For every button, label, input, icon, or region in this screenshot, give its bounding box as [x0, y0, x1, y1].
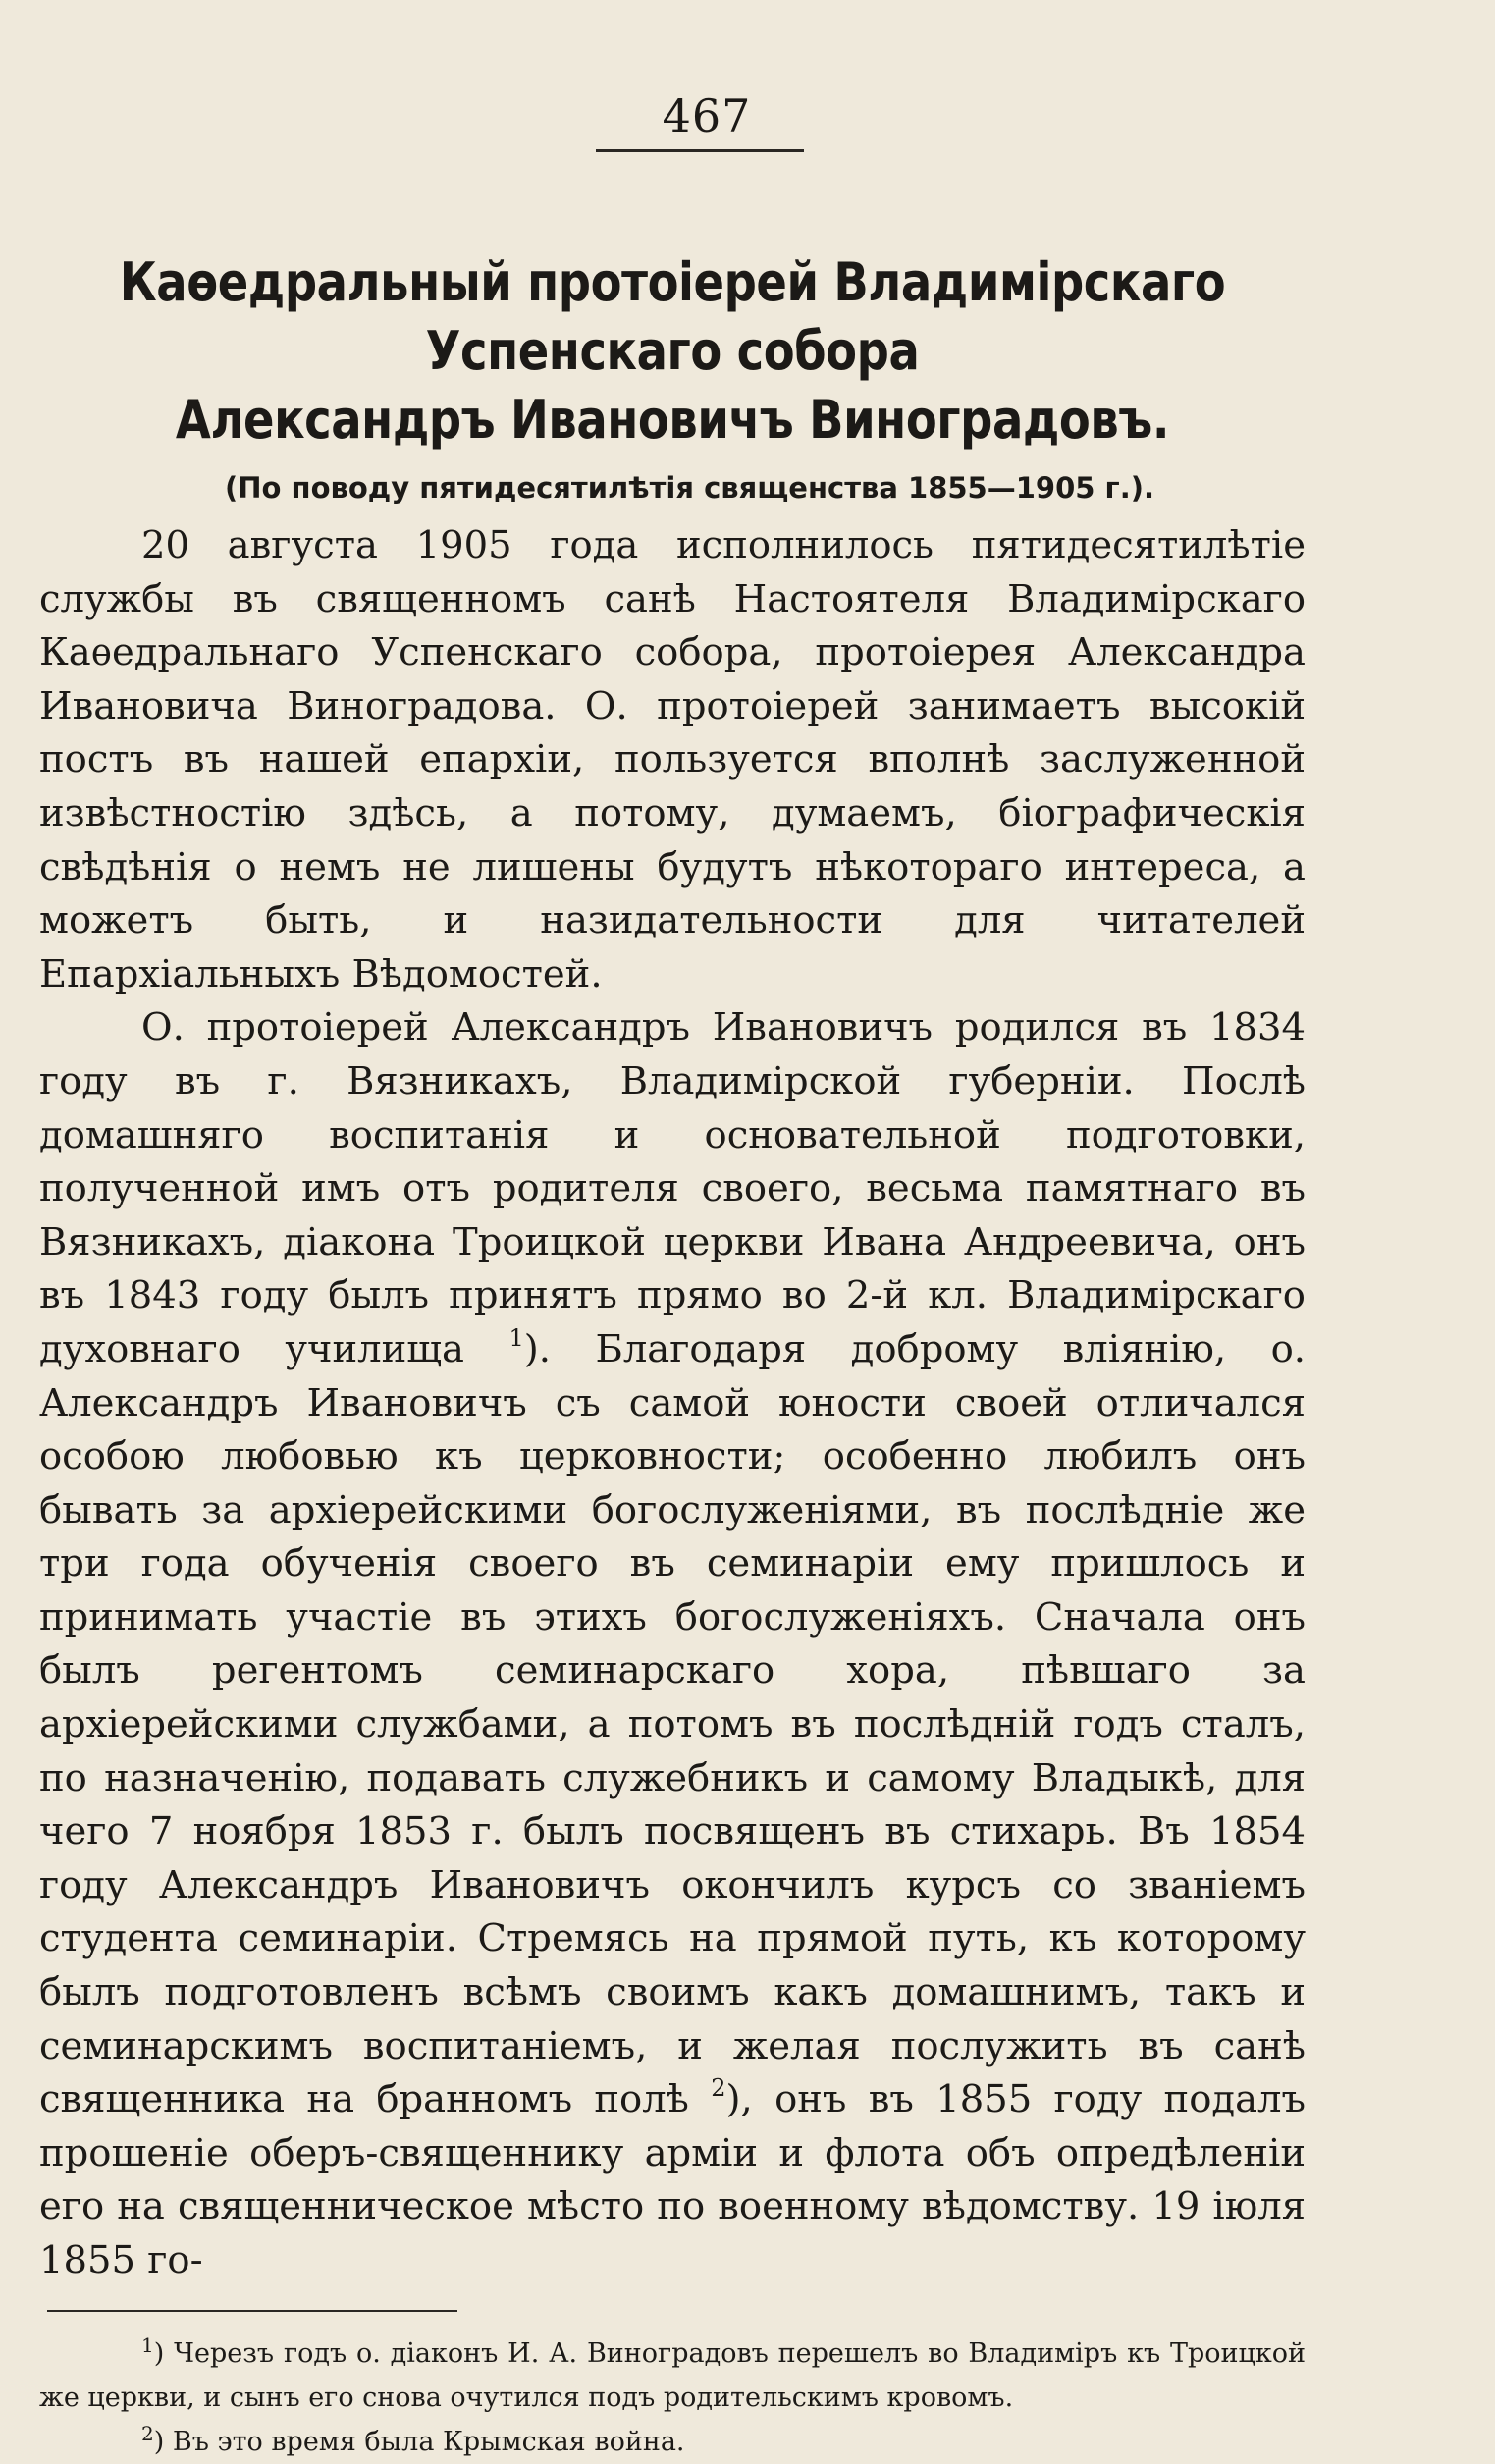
- article-title: [39, 248, 1306, 455]
- footnote-2-mark: 2: [141, 2421, 154, 2445]
- paragraph-2-part-2: ). Благодаря доброму вліянію, о. Александръ Ивановичъ съ самой юности своей отличался особою любовью къ церковности; особенно любилъ онъ бывать за архіерейскими богослуженіями, въ послѣдніе же три года обученія своего въ семинаріи ему пришлось и принимать участіе въ этихъ богослуженіяхъ. Сначала онъ былъ регентомъ семинарскаго хора, пѣвшаго за архіерейскими службами, а потомъ въ послѣдній годъ сталъ, по назначенію, подавать служебникъ и самому Владыкѣ, для чего 7 ноября 1853 г. былъ посвященъ въ стихарь. Въ 1854 году Александръ Ивановичъ окончилъ курсъ со званіемъ студента семинаріи. Стремясь на прямой путь, къ которому былъ подготовленъ всѣмъ своимъ какъ домашнимъ, такъ и семинарскимъ воспитаніемъ, и желая послужить въ санѣ священника на бранномъ полѣ: [39, 1326, 1306, 2122]
- footnote-1: [39, 2331, 1306, 2420]
- footnote-rule: [47, 2310, 457, 2312]
- article-subtitle: (По поводу пятидесятилѣтія священства 1855—1905 г.).: [225, 471, 1154, 505]
- title-line-2: Александръ Ивановичъ Виноградовъ.: [175, 389, 1170, 451]
- title-line-1: Каѳедральный протоіерей Владимірскаго Успенскаго собора: [119, 251, 1226, 382]
- footnote-1-text: ) Черезъ годъ о. діаконъ И. А. Виноградовъ перешелъ во Владиміръ къ Троицкой же церкви, и сынъ его снова очутился подъ родительскимъ кровомъ.: [39, 2337, 1306, 2413]
- footnote-1-mark: 1: [141, 2332, 154, 2357]
- page-number-rule: [596, 149, 804, 152]
- footnotes: [39, 2331, 1306, 2464]
- paragraph-2: [39, 1001, 1306, 2287]
- paragraph-1: 20 августа 1905 года исполнилось пятидесятилѣтіе службы въ священномъ санѣ Настоятеля Владимірскаго Каѳедральнаго Успенскаго собора, протоіерея Александра Ивановича Виноградова. О. протоіерей занимаетъ высокій постъ въ нашей епархіи, пользуется вполнѣ заслуженной извѣстностію здѣсь, а потому, думаемъ, біографическія свѣдѣнія о немъ не лишены будутъ нѣкотораго интереса, а можетъ быть, и назидательности для читателей Епархіальныхъ Вѣдомостей.: [39, 523, 1306, 996]
- page-number: 467: [662, 89, 752, 142]
- footnote-2-text: ) Въ это время была Крымская война.: [153, 2426, 685, 2457]
- footnote-ref-1: 1: [508, 1323, 524, 1352]
- paragraph-2-part-3: ), онъ въ 1855 году подалъ прошеніе оберъ-священнику арміи и флота объ опредѣленіи его на священническое мѣсто по военному вѣдомству. 19 іюля 1855 го-: [39, 2077, 1306, 2282]
- footnote-2: [39, 2420, 1306, 2464]
- paragraph-2-part-1: О. протоіерей Александръ Ивановичъ родился въ 1834 году въ г. Вязникахъ, Владимірской губерніи. Послѣ домашняго воспитанія и основательной подготовки, полученной имъ отъ родителя своего, весьма памятнаго въ Вязникахъ, діакона Троицкой церкви Ивана Андреевича, онъ въ 1843 году былъ принятъ прямо во 2-й кл. Владимірскаго духовнаго училища: [39, 1005, 1306, 1371]
- document-page: [39, 88, 1306, 2464]
- article-body: [39, 519, 1306, 2288]
- footnote-ref-2: 2: [711, 2074, 726, 2103]
